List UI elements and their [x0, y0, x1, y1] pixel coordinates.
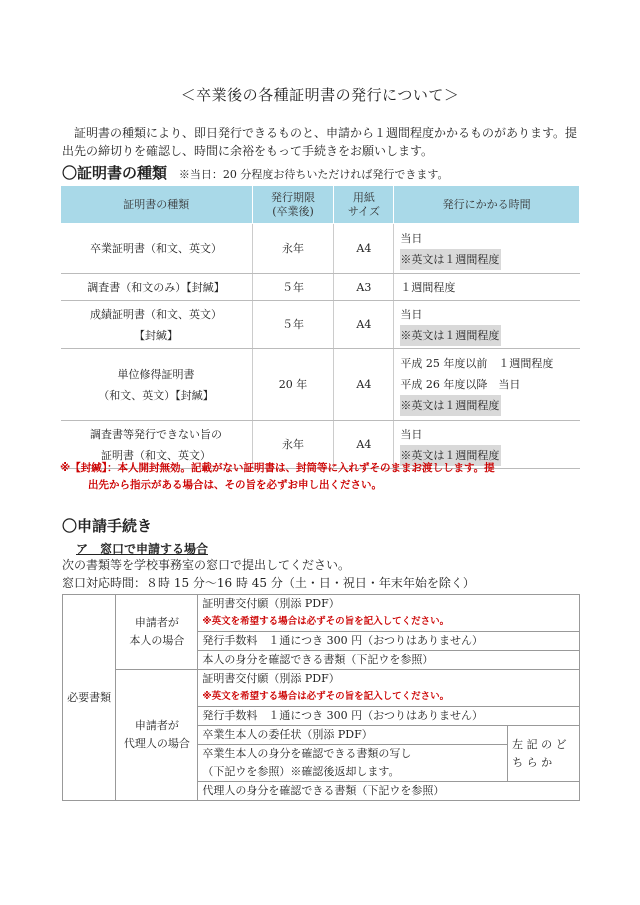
self-label-cell	[116, 595, 198, 670]
doc-line: （下記ウを参照）※確認後返却します。	[202, 765, 400, 778]
table-row	[61, 224, 580, 274]
cell-type	[61, 301, 253, 349]
doc-cell	[198, 745, 508, 782]
procedure-desc	[62, 556, 475, 592]
desc-line: 次の書類等を学校事務室の窓口で提出してください。	[62, 558, 351, 572]
subsection-heading: ア 窓口で申請する場合	[76, 542, 209, 556]
cell-period: ５年	[252, 301, 334, 349]
section-certificate-types	[62, 162, 448, 183]
english-note: ※英文は１週間程度	[400, 445, 501, 466]
label-line: 申請者が	[134, 719, 179, 732]
intro-text: 証明書の種類により、即日発行できるものと、申請から１週間程度かかるものがあります。提出先の締切りを確認し、時間に余裕をもって手続きをお願いします。	[62, 126, 578, 158]
label-line: 代理人の場合	[123, 737, 190, 750]
cell-period: 永年	[252, 421, 334, 469]
proxy-label-cell	[116, 670, 198, 801]
side-line: 左 記 の ど	[512, 737, 567, 751]
table-row	[61, 274, 580, 301]
type-line: （和文、英文）【封緘】	[98, 388, 214, 402]
cell-time	[394, 349, 580, 421]
doc-cell: 卒業生本人の委任状（別添 PDF）	[198, 726, 508, 745]
section-heading-procedure: 〇申請手続き	[62, 517, 153, 535]
doc-line: 証明書交付願（別添 PDF）	[202, 597, 340, 610]
time-line: 当日	[400, 427, 423, 441]
label-line: 申請者が	[134, 616, 179, 629]
table-row	[61, 349, 580, 421]
cell-paper: A4	[334, 349, 394, 421]
header-paper-text: 用紙 サイズ	[347, 190, 380, 218]
cell-paper: A4	[334, 224, 394, 274]
header-paper	[334, 186, 394, 224]
doc-cell: 代理人の身分を確認できる書類（下記ウを参照）	[198, 782, 580, 801]
table-header-row	[61, 186, 580, 224]
cell-type	[61, 349, 253, 421]
cell-time	[394, 301, 580, 349]
cell-paper: A3	[334, 274, 394, 301]
note-line: ※【封緘】：本人開封無効。記載がない証明書は、封筒等に入れずそのままお渡しします。提	[60, 462, 495, 474]
time-line: 当日	[400, 231, 423, 245]
cell-period: 20 年	[252, 349, 334, 421]
header-period-text: 発行期限 (卒業後)	[271, 190, 316, 218]
section-heading: 〇証明書の種類	[62, 164, 168, 182]
header-type: 証明書の種類	[61, 186, 253, 224]
doc-cell	[198, 670, 580, 707]
required-docs-table	[62, 594, 580, 801]
cell-paper: A4	[334, 421, 394, 469]
cell-type: 調査書（和文のみ）【封緘】	[61, 274, 253, 301]
certificate-table	[60, 185, 580, 469]
doc-note: ※英文を希望する場合は必ずその旨を記入してください。	[202, 691, 450, 702]
time-line: 当日	[400, 307, 423, 321]
doc-cell: 発行手数料 １通につき 300 円（おつりはありません）	[198, 632, 580, 651]
cell-period: 永年	[252, 224, 334, 274]
cell-time	[394, 224, 580, 274]
cell-time: １週間程度	[394, 274, 580, 301]
table-row	[63, 595, 580, 632]
english-note: ※英文は１週間程度	[400, 325, 501, 346]
doc-line: 卒業生本人の身分を確認できる書類の写し	[202, 747, 412, 760]
type-line: 証明書（和文、英文）	[101, 448, 212, 462]
desc-line: 窓口対応時間：８時 15 分～16 時 45 分（土・日・祝日・年末年始を除く）	[62, 576, 475, 590]
sealed-note	[60, 460, 580, 494]
side-line: ち ら か	[512, 755, 553, 769]
cell-paper: A4	[334, 301, 394, 349]
time-line: 平成 26 年度以降 当日	[400, 378, 521, 391]
doc-cell	[198, 595, 580, 632]
either-cell	[508, 726, 580, 782]
english-note: ※英文は１週間程度	[400, 395, 501, 416]
section-note: ※当日：20 分程度お待ちいただければ発行できます。	[178, 168, 449, 181]
table-row	[61, 301, 580, 349]
cell-period: ５年	[252, 274, 334, 301]
label-line: 本人の場合	[129, 634, 185, 647]
table-row	[63, 670, 580, 707]
page-title: ＜卒業後の各種証明書の発行について＞	[180, 86, 460, 104]
type-line: 【封緘】	[134, 328, 179, 342]
type-line: 単位修得証明書	[117, 367, 195, 381]
type-line: 成績証明書（和文、英文）	[90, 307, 223, 321]
type-line: 調査書等発行できない旨の	[90, 427, 223, 441]
header-time: 発行にかかる時間	[394, 186, 580, 224]
category-cell: 必要書類	[63, 595, 116, 801]
time-line: 平成 25 年度以前 １週間程度	[400, 357, 554, 370]
cell-type: 卒業証明書（和文、英文）	[61, 224, 253, 274]
doc-cell: 発行手数料 １通につき 300 円（おつりはありません）	[198, 707, 580, 726]
note-line: 出先から指示がある場合は、その旨を必ずお申し出ください。	[88, 479, 382, 491]
header-period	[252, 186, 334, 224]
doc-line: 証明書交付願（別添 PDF）	[202, 672, 340, 685]
doc-note: ※英文を希望する場合は必ずその旨を記入してください。	[202, 616, 450, 627]
doc-cell: 本人の身分を確認できる書類（下記ウを参照）	[198, 651, 580, 670]
english-note: ※英文は１週間程度	[400, 249, 501, 270]
